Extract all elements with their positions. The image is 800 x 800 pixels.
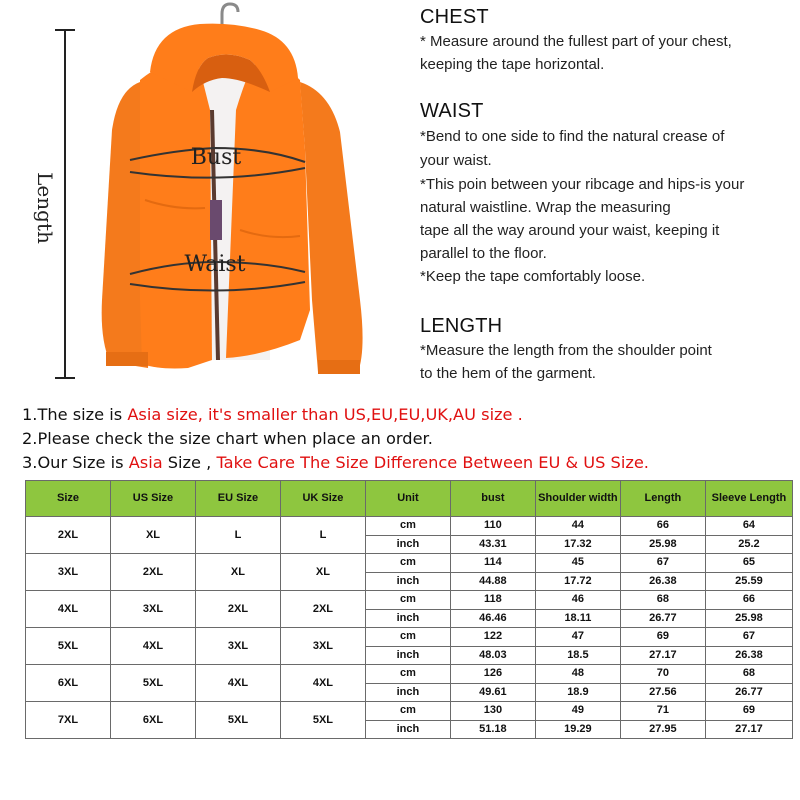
bust-cm-cell: 130 — [450, 702, 535, 721]
us-size-cell: XL — [110, 517, 195, 554]
sleeve-inch-cell: 25.59 — [705, 572, 792, 591]
shoulder-inch-cell: 17.72 — [535, 572, 620, 591]
length-line-2: to the hem of the garment. — [420, 365, 596, 382]
header-size: Size — [26, 481, 111, 517]
bust-cm-cell: 110 — [450, 517, 535, 536]
uk-size-cell: L — [280, 517, 365, 554]
note-1-highlight: Asia size, it's smaller than US,EU,EU,UK,AU size . — [127, 405, 523, 424]
unit-cell: cm — [365, 665, 450, 684]
length-inch-cell: 27.95 — [620, 720, 705, 739]
unit-cell: inch — [365, 609, 450, 628]
size-cell: 4XL — [26, 591, 111, 628]
note-3-highlight-warning: Take Care The Size Difference Between EU & US Size. — [216, 453, 649, 472]
sleeve-cm-cell: 69 — [705, 702, 792, 721]
chest-heading: CHEST — [420, 6, 489, 28]
size-chart-body — [26, 517, 793, 739]
shoulder-cm-cell: 46 — [535, 591, 620, 610]
bust-inch-cell: 51.18 — [450, 720, 535, 739]
waist-line-5: tape all the way around your waist, keeping it — [420, 222, 720, 239]
length-ruler — [55, 30, 75, 378]
length-cm-cell: 67 — [620, 554, 705, 573]
waist-line-1: *Bend to one side to find the natural crease of — [420, 128, 725, 145]
length-line-1: *Measure the length from the shoulder point — [420, 342, 712, 359]
header-shoulder-width: Shoulder width — [535, 481, 620, 517]
table-row — [26, 628, 793, 647]
table-row — [26, 702, 793, 721]
table-row — [26, 554, 793, 573]
shoulder-inch-cell: 18.5 — [535, 646, 620, 665]
note-3-text-2: Size , — [162, 453, 217, 472]
header-uk-size: UK Size — [280, 481, 365, 517]
uk-size-cell: 3XL — [280, 628, 365, 665]
unit-cell: inch — [365, 572, 450, 591]
table-header-row — [26, 481, 793, 517]
chest-line-1: * Measure around the fullest part of your chest, — [420, 33, 732, 50]
note-3 — [22, 453, 649, 472]
bust-cm-cell: 122 — [450, 628, 535, 647]
sleeve-cm-cell: 64 — [705, 517, 792, 536]
shoulder-inch-cell: 17.32 — [535, 535, 620, 554]
size-cell: 7XL — [26, 702, 111, 739]
eu-size-cell: L — [195, 517, 280, 554]
header-length: Length — [620, 481, 705, 517]
note-1-text: 1.The size is — [22, 405, 128, 424]
waist-line-6: parallel to the floor. — [420, 245, 547, 262]
sleeve-inch-cell: 26.38 — [705, 646, 792, 665]
header-eu-size: EU Size — [195, 481, 280, 517]
sleeve-cm-cell: 65 — [705, 554, 792, 573]
shoulder-inch-cell: 18.11 — [535, 609, 620, 628]
length-cm-cell: 71 — [620, 702, 705, 721]
waist-line-4: natural waistline. Wrap the measuring — [420, 199, 671, 216]
length-cm-cell: 66 — [620, 517, 705, 536]
chest-line-2: keeping the tape horizontal. — [420, 56, 605, 73]
bust-cm-cell: 118 — [450, 591, 535, 610]
waist-line-2: your waist. — [420, 152, 492, 169]
bust-cm-cell: 114 — [450, 554, 535, 573]
shoulder-cm-cell: 44 — [535, 517, 620, 536]
bust-inch-cell: 43.31 — [450, 535, 535, 554]
sleeve-inch-cell: 25.98 — [705, 609, 792, 628]
header-unit: Unit — [365, 481, 450, 517]
size-cell: 6XL — [26, 665, 111, 702]
length-heading: LENGTH — [420, 315, 503, 337]
size-cell: 3XL — [26, 554, 111, 591]
shoulder-cm-cell: 48 — [535, 665, 620, 684]
unit-cell: inch — [365, 720, 450, 739]
unit-cell: cm — [365, 628, 450, 647]
length-inch-cell: 26.38 — [620, 572, 705, 591]
note-3-highlight-asia: Asia — [128, 453, 163, 472]
sleeve-cm-cell: 67 — [705, 628, 792, 647]
eu-size-cell: XL — [195, 554, 280, 591]
header-sleeve-length: Sleeve Length — [705, 481, 792, 517]
bust-inch-cell: 46.46 — [450, 609, 535, 628]
us-size-cell: 2XL — [110, 554, 195, 591]
note-2 — [22, 429, 433, 448]
header-bust: bust — [450, 481, 535, 517]
table-row — [26, 665, 793, 684]
size-chart-table — [25, 480, 793, 739]
length-inch-cell: 26.77 — [620, 609, 705, 628]
table-row — [26, 517, 793, 536]
us-size-cell: 3XL — [110, 591, 195, 628]
us-size-cell: 4XL — [110, 628, 195, 665]
length-inch-cell: 27.17 — [620, 646, 705, 665]
jacket-illustration — [0, 0, 410, 395]
bust-inch-cell: 49.61 — [450, 683, 535, 702]
length-cm-cell: 70 — [620, 665, 705, 684]
eu-size-cell: 2XL — [195, 591, 280, 628]
shoulder-cm-cell: 45 — [535, 554, 620, 573]
uk-size-cell: 5XL — [280, 702, 365, 739]
us-size-cell: 6XL — [110, 702, 195, 739]
size-cell: 2XL — [26, 517, 111, 554]
uk-size-cell: 2XL — [280, 591, 365, 628]
eu-size-cell: 3XL — [195, 628, 280, 665]
unit-cell: cm — [365, 517, 450, 536]
unit-cell: inch — [365, 535, 450, 554]
table-row — [26, 591, 793, 610]
us-size-cell: 5XL — [110, 665, 195, 702]
sleeve-cm-cell: 68 — [705, 665, 792, 684]
unit-cell: cm — [365, 591, 450, 610]
size-cell: 5XL — [26, 628, 111, 665]
unit-cell: cm — [365, 554, 450, 573]
bust-inch-cell: 48.03 — [450, 646, 535, 665]
unit-cell: cm — [365, 702, 450, 721]
note-3-text: 3.Our Size is — [22, 453, 129, 472]
waist-label: Waist — [184, 252, 246, 277]
sleeve-inch-cell: 25.2 — [705, 535, 792, 554]
jacket-icon — [102, 24, 363, 374]
uk-size-cell: XL — [280, 554, 365, 591]
shoulder-inch-cell: 18.9 — [535, 683, 620, 702]
sleeve-cm-cell: 66 — [705, 591, 792, 610]
unit-cell: inch — [365, 646, 450, 665]
shoulder-cm-cell: 47 — [535, 628, 620, 647]
sleeve-inch-cell: 27.17 — [705, 720, 792, 739]
length-cm-cell: 69 — [620, 628, 705, 647]
shoulder-cm-cell: 49 — [535, 702, 620, 721]
eu-size-cell: 5XL — [195, 702, 280, 739]
sleeve-inch-cell: 26.77 — [705, 683, 792, 702]
waist-heading: WAIST — [420, 100, 484, 122]
bust-label: Bust — [190, 145, 242, 170]
bust-cm-cell: 126 — [450, 665, 535, 684]
eu-size-cell: 4XL — [195, 665, 280, 702]
header-us-size: US Size — [110, 481, 195, 517]
note-1 — [22, 405, 523, 424]
length-label: Length — [33, 172, 57, 244]
waist-line-3: *This poin between your ribcage and hips-is your — [420, 176, 745, 193]
shoulder-inch-cell: 19.29 — [535, 720, 620, 739]
uk-size-cell: 4XL — [280, 665, 365, 702]
length-cm-cell: 68 — [620, 591, 705, 610]
bust-inch-cell: 44.88 — [450, 572, 535, 591]
length-inch-cell: 27.56 — [620, 683, 705, 702]
unit-cell: inch — [365, 683, 450, 702]
length-inch-cell: 25.98 — [620, 535, 705, 554]
waist-line-7: *Keep the tape comfortably loose. — [420, 268, 646, 285]
note-2-text: 2.Please check the size chart when place an order. — [22, 429, 433, 448]
